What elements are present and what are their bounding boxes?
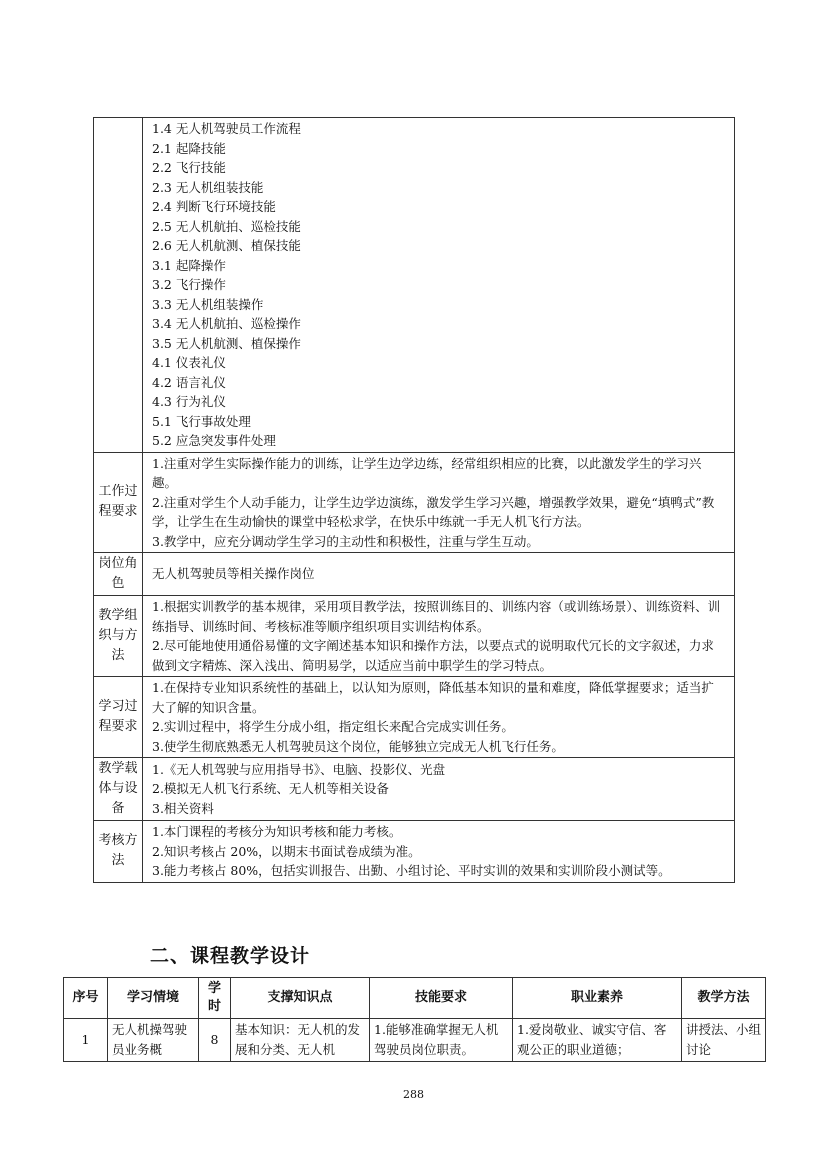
work-process-label: 工作过程要求	[94, 452, 143, 553]
col-header-hours: 学时	[199, 978, 231, 1019]
section-title: 二、课程教学设计	[150, 945, 311, 967]
list-item: 1.根据实训教学的基本规律，采用项目教学法，按照训练目的、训练内容（或训练场景）、训练资料、训练指导、训练时间、考核标准等顺序组织项目实训结构体系。	[152, 599, 721, 634]
cell-qualities: 1.爱岗敬业、诚实守信、客观公正的职业道德；	[513, 1019, 682, 1062]
page-number: 288	[403, 1088, 424, 1101]
list-item: 3.1 起降操作	[152, 257, 226, 273]
list-item: 1.4 无人机驾驶员工作流程	[152, 121, 301, 136]
list-item: 3.2 飞行操作	[152, 277, 226, 292]
list-item: 1.注重对学生实际操作能力的训练，让学生边学边练，经常组织相应的比赛，以此激发学生的学习兴趣。	[152, 455, 702, 490]
list-item: 5.2 应急突发事件处理	[152, 433, 276, 448]
learning-process-label: 学习过程要求	[94, 677, 143, 758]
cell-methods: 讲授法、小组讨论	[682, 1019, 766, 1062]
skill-list-cell	[143, 118, 735, 453]
job-role-row	[94, 553, 735, 596]
list-item: 3.能力考核占 80%，包括实训报告、出勤、小组讨论、平时实训的效果和实训阶段小测试等。	[152, 863, 671, 878]
course-info-table	[93, 117, 735, 883]
cell-situation: 无人机操驾驶员业务概	[108, 1019, 199, 1062]
continuation-row	[94, 118, 735, 453]
work-process-row	[94, 452, 735, 553]
list-item: 2.知识考核占 20%，以期末书面试卷成绩为准。	[152, 843, 421, 859]
col-header-qualities: 职业素养	[513, 978, 682, 1019]
list-item: 3.5 无人机航测、植保操作	[152, 335, 301, 351]
empty-label-cell	[94, 118, 143, 453]
teaching-org-content	[143, 596, 735, 677]
job-role-content: 无人机驾驶员等相关操作岗位	[143, 553, 735, 596]
col-header-situation: 学习情境	[108, 978, 199, 1019]
cell-knowledge: 基本知识：无人机的发展和分类、无人机	[231, 1019, 370, 1062]
col-header-skills: 技能要求	[370, 978, 513, 1019]
teaching-media-content	[143, 758, 735, 821]
job-role-label: 岗位角色	[94, 553, 143, 596]
list-item: 4.3 行为礼仪	[152, 394, 226, 409]
cell-index: 1	[64, 1019, 108, 1062]
list-item: 3.3 无人机组装操作	[152, 296, 264, 312]
list-item: 2.2 飞行技能	[152, 160, 226, 175]
list-item: 2.3 无人机组装技能	[152, 179, 264, 195]
learning-process-content	[143, 677, 735, 758]
col-header-knowledge: 支撑知识点	[231, 978, 370, 1019]
table-row	[64, 1019, 766, 1062]
assessment-content	[143, 821, 735, 883]
teaching-media-row	[94, 758, 735, 821]
list-item: 2.注重对学生个人动手能力，让学生边学边演练，激发学生学习兴趣，增强教学效果，避免“填鸭式”教学，让学生在生动愉快的课堂中轻松求学，在快乐中练就一手无人机飞行方法。	[152, 494, 715, 529]
list-item: 3.相关资料	[152, 800, 214, 816]
list-item: 1.本门课程的考核分为知识考核和能力考核。	[152, 824, 402, 839]
assessment-label: 考核方法	[94, 821, 143, 883]
list-item: 2.尽可能地使用通俗易懂的文字阐述基本知识和操作方法，以要点式的说明取代冗长的文字叙述，力求做到文字精炼、深入浅出、简明易学，以适应当前中职学生的学习特点。	[152, 638, 714, 673]
cell-skills: 1.能够准确掌握无人机驾驶员岗位职责。	[370, 1019, 513, 1062]
list-item: 2.4 判断飞行环境技能	[152, 199, 276, 214]
col-header-methods: 教学方法	[682, 978, 766, 1019]
list-item: 3.使学生彻底熟悉无人机驾驶员这个岗位，能够独立完成无人机飞行任务。	[152, 738, 564, 754]
list-item: 2.1 起降技能	[152, 140, 226, 156]
learning-process-row	[94, 677, 735, 758]
list-item: 2.模拟无人机飞行系统、无人机等相关设备	[152, 781, 389, 797]
table-header-row	[64, 978, 766, 1019]
list-item: 4.2 语言礼仪	[152, 374, 226, 390]
cell-hours: 8	[199, 1019, 231, 1062]
teaching-org-row	[94, 596, 735, 677]
list-item: 2.实训过程中，将学生分成小组，指定组长来配合完成实训任务。	[152, 719, 514, 734]
list-item: 3.教学中，应充分调动学生学习的主动性和积极性，注重与学生互动。	[152, 533, 539, 549]
list-item: 4.1 仪表礼仪	[152, 355, 226, 370]
teaching-org-label: 教学组织与方法	[94, 596, 143, 677]
teaching-media-label: 教学载体与设备	[94, 758, 143, 821]
assessment-row	[94, 821, 735, 883]
course-design-table	[63, 977, 766, 1062]
list-item: 2.6 无人机航测、植保技能	[152, 238, 301, 253]
list-item: 5.1 飞行事故处理	[152, 413, 251, 429]
work-process-content	[143, 452, 735, 553]
list-item: 1.《无人机驾驶与应用指导书》、电脑、投影仪、光盘	[152, 761, 446, 777]
list-item: 3.4 无人机航拍、巡检操作	[152, 316, 301, 331]
col-header-index: 序号	[64, 978, 108, 1019]
list-item: 2.5 无人机航拍、巡检技能	[152, 218, 301, 234]
list-item: 1.在保持专业知识系统性的基础上，以认知为原则，降低基本知识的量和难度，降低掌握要求；适当扩大了解的知识含量。	[152, 680, 714, 715]
